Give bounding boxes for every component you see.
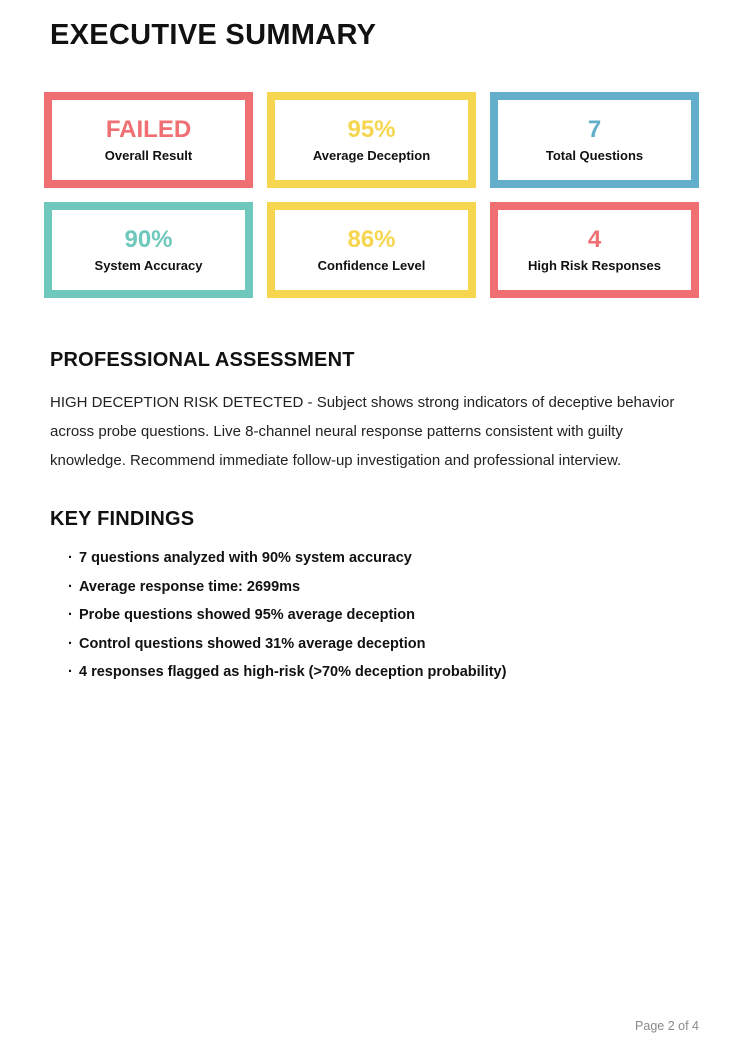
key-finding-item: · Probe questions showed 95% average deception: [50, 607, 696, 624]
stat-card-high-risk-responses: [490, 202, 699, 298]
key-finding-item: · Average response time: 2699ms: [50, 579, 696, 596]
key-findings-section: [50, 508, 696, 681]
stat-card-average-deception: [267, 92, 476, 188]
key-findings-heading: KEY FINDINGS: [50, 508, 195, 530]
stat-label: Total Questions: [545, 148, 644, 163]
stat-card-total-questions: [490, 92, 699, 188]
stat-value: FAILED: [105, 116, 192, 143]
stat-label: High Risk Responses: [528, 258, 661, 273]
key-finding-item: · Control questions showed 31% average deception: [50, 636, 696, 653]
stat-value: 86%: [347, 226, 396, 253]
stat-cards-grid: [44, 92, 699, 298]
stat-value: 4: [587, 226, 602, 253]
stat-value: 90%: [124, 226, 173, 253]
stat-label: Confidence Level: [317, 258, 426, 273]
stat-value: 95%: [347, 116, 396, 143]
key-findings-list: [50, 550, 696, 681]
page-number: Page 2 of 4: [635, 1019, 699, 1033]
professional-assessment-heading: PROFESSIONAL ASSESSMENT: [50, 349, 355, 371]
key-finding-item: · 7 questions analyzed with 90% system accuracy: [50, 550, 696, 567]
key-finding-item: · 4 responses flagged as high-risk (>70% deception probability): [50, 664, 696, 681]
stat-label: Overall Result: [104, 148, 193, 163]
stat-card-confidence-level: [267, 202, 476, 298]
stat-value: 7: [587, 116, 602, 143]
stat-label: Average Deception: [312, 148, 431, 163]
professional-assessment-body: HIGH DECEPTION RISK DETECTED - Subject shows strong indicators of deceptive behavior across probe questions. Live 8-channel neural response patterns consistent with guilty knowledge. Recommend immediate follow-up investigation and professional interview.: [50, 394, 675, 469]
stat-card-overall-result: [44, 92, 253, 188]
page-title: EXECUTIVE SUMMARY: [50, 19, 377, 51]
stat-card-system-accuracy: [44, 202, 253, 298]
professional-assessment-section: [50, 349, 696, 475]
stat-label: System Accuracy: [94, 258, 203, 273]
